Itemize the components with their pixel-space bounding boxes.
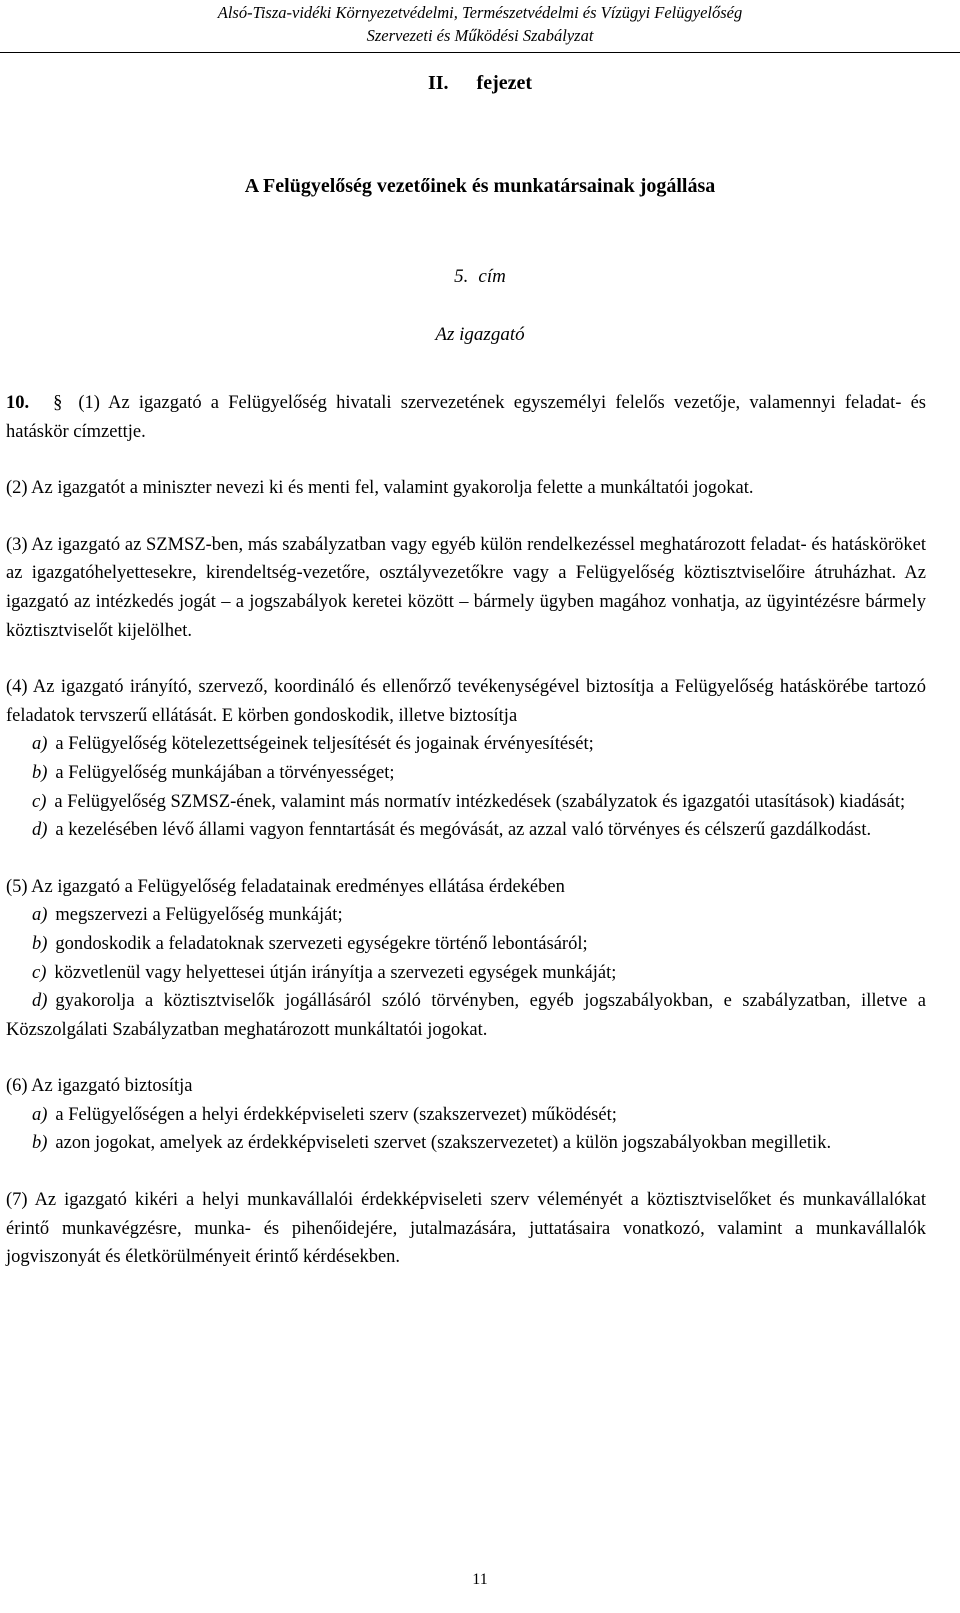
section-number: 10.	[6, 393, 30, 413]
chapter-heading	[0, 72, 960, 95]
paragraph-4-lead: (4) Az igazgató irányító, szervező, koordináló és ellenőrző tevékenységével biztosítja a Felügyelőség hatáskörébe tartozó feladatok tervszerű ellátását. E körben gondoskodik, illetve biztosítja	[6, 677, 926, 726]
cim-number: 5.	[454, 266, 469, 287]
paragraph-4	[6, 673, 926, 845]
list-item-letter: d)	[32, 820, 48, 841]
cim-label: cím	[478, 266, 506, 287]
list-item-text: közvetlenül vagy helyettesei útján irányítja a szervezeti egységek munkáját;	[54, 962, 617, 983]
list-item-text: gyakorolja a köztisztviselők jogállásáról szóló törvényben, egyéb jogszabályokban, e szabályzatban, illetve a Közszolgálati Szabályzatban meghatározott munkáltatói jogokat.	[6, 991, 926, 1040]
list-item	[6, 730, 926, 759]
list-item	[6, 788, 926, 817]
list-item-letter: c)	[32, 791, 47, 812]
chapter-label: fejezet	[476, 72, 533, 94]
list-item	[6, 1101, 926, 1130]
list-item-text: gondoskodik a feladatoknak szervezeti egységekre történő lebontásáról;	[55, 933, 588, 954]
section-symbol: §	[53, 393, 63, 413]
paragraph-6-lead: (6) Az igazgató biztosítja	[6, 1076, 193, 1097]
chapter-number: II.	[427, 72, 449, 94]
cim-heading	[0, 266, 960, 288]
list-item	[6, 901, 926, 930]
header-document-title: Szervezeti és Működési Szabályzat	[366, 26, 594, 45]
list-item-letter: a)	[32, 1104, 48, 1125]
list-item-text: azon jogokat, amelyek az érdekképviseleti szervet (szakszervezetet) a külön jogszabályokban megilletik.	[55, 1133, 832, 1154]
list-item-text: megszervezi a Felügyelőség munkáját;	[55, 905, 343, 926]
list-item-text: a Felügyelőség SZMSZ-ének, valamint más normatív intézkedések (szabályzatok és igazgatói utasítások) kiadását;	[54, 791, 906, 812]
list-item	[6, 759, 926, 788]
paragraph-2: (2) Az igazgatót a miniszter nevezi ki és menti fel, valamint gyakorolja felette a munkáltatói jogokat.	[6, 478, 754, 499]
list-item-letter: a)	[32, 905, 48, 926]
paragraph-5-lead: (5) Az igazgató a Felügyelőség feladatainak eredményes ellátása érdekében	[6, 876, 565, 897]
list-item-text: a kezelésében lévő állami vagyon fenntartását és megóvását, az azzal való törvényes és célszerű gazdálkodást.	[55, 820, 872, 841]
list-item	[6, 1129, 926, 1158]
chapter-title: A Felügyelőség vezetőinek és munkatársainak jogállása	[244, 175, 716, 197]
list-item-letter: b)	[32, 933, 48, 954]
paragraph-7: (7) Az igazgató kikéri a helyi munkavállalói érdekképviseleti szerv véleményét a köztisztviselőket és munkavállalókat érintő munkavégzésre, munka- és pihenőidejére, jutalmazására, juttatásaira vonatkozó, valamint a munkavállalók jogviszonyát és életkörülményeit érintő kérdésekben.	[6, 1190, 926, 1268]
header-organization: Alsó-Tisza-vidéki Környezetvédelmi, Természetvédelmi és Vízügyi Felügyelőség	[217, 3, 743, 22]
cim-subtitle: Az igazgató	[435, 324, 525, 345]
paragraph-5	[6, 873, 926, 1045]
list-item	[6, 987, 926, 1044]
section-body	[6, 389, 926, 1300]
list-item-text: a Felügyelőség kötelezettségeinek teljesítését és jogainak érvényesítését;	[55, 734, 594, 755]
paragraph-1	[6, 389, 926, 446]
paragraph-1-text: (1) Az igazgató a Felügyelőség hivatali szervezetének egyszemélyi felelős vezetője, valamennyi feladat- és hatáskör címzettje.	[6, 393, 926, 442]
list-item-text: a Felügyelőségen a helyi érdekképviseleti szerv (szakszervezet) működését;	[55, 1104, 617, 1125]
list-item	[6, 930, 926, 959]
paragraph-3: (3) Az igazgató az SZMSZ-ben, más szabályzatban vagy egyéb külön rendelkezéssel meghatározott feladat- és hatásköröket az igazgatóhelyettesekre, kirendeltség-vezetőre, osztályvezetőkre vagy a Felügyelőség köztisztviselőire átruházhat. Az igazgató az intézkedés jogát – a jogszabályok keretei között – bármely ügyben magához vonhatja, az ügyintézésre bármely köztisztviselőt kijelölhet.	[6, 534, 926, 641]
page-number: 11	[472, 1571, 488, 1588]
list-item	[6, 959, 926, 988]
list-item-letter: d)	[32, 991, 48, 1012]
list-item-letter: c)	[32, 962, 47, 983]
list-item-letter: b)	[32, 1133, 48, 1154]
list-item-letter: b)	[32, 762, 48, 783]
list-item-letter: a)	[32, 734, 48, 755]
list-item-text: a Felügyelőség munkájában a törvényességet;	[55, 762, 395, 783]
list-item	[6, 816, 926, 845]
paragraph-6	[6, 1072, 926, 1158]
running-header	[0, 0, 960, 53]
